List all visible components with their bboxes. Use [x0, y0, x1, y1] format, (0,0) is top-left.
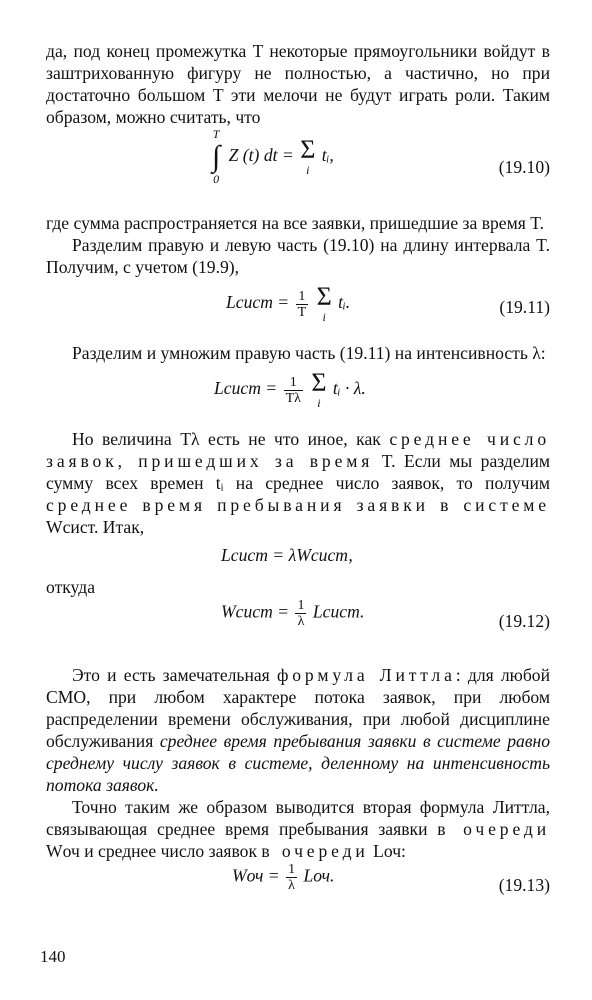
- equation-rhs: tᵢ,: [321, 145, 334, 166]
- spaced-emphasis: среднее число заявок, пришедших за время: [46, 429, 550, 471]
- paragraph: откуда: [46, 577, 96, 597]
- paragraph: Это и есть замечательная формула Литтла: для любой СМО, при любом характере потока заявок, при любом распределении времени обслуживания, при любой дисциплине обслуживания среднее время пребывания заявки в системе равно среднему числу заявок в системе, деленному на интенсивность потока заявок.: [46, 665, 550, 795]
- paragraph: где сумма распространяется на все заявки, пришедшие за время T.: [46, 213, 545, 233]
- paragraph: Но величина Tλ есть не что иное, как среднее число заявок, пришедших за время T. Если мы разделим сумму всех времен tᵢ на среднее число заявок, то получим среднее время пребывания заявки в системе Wсист. Итак,: [46, 429, 550, 537]
- spaced-emphasis: в очереди: [261, 841, 369, 861]
- equation-body: [232, 862, 334, 893]
- sum-sign: Σ i: [311, 368, 327, 410]
- equation-number: (19.10): [498, 157, 550, 177]
- equation-lhs: Wоч =: [232, 865, 280, 886]
- equation-rhs: tᵢ.: [338, 292, 351, 313]
- page-number: 140: [40, 947, 66, 966]
- integral-sign: T ∫ 0: [212, 127, 221, 186]
- sum-sign: Σ i: [316, 282, 332, 324]
- sum-sign: Σ i: [300, 135, 316, 177]
- equation-rhs: tᵢ · λ.: [332, 378, 366, 399]
- equation-body: [212, 128, 334, 186]
- equation-unnumbered-2: [46, 538, 550, 576]
- equation-number: (19.12): [498, 611, 550, 631]
- equation-19-12: [46, 598, 550, 650]
- equation-rhs: Lоч.: [303, 865, 335, 886]
- fraction: $\frac{1}{\lambda}$: [288, 862, 296, 893]
- page-content: [46, 40, 550, 914]
- equation-rhs: Lсист.: [312, 601, 365, 622]
- equation-number: (19.13): [498, 875, 550, 895]
- paragraph: Разделим и умножим правую часть (19.11) на интенсивность λ:: [72, 343, 546, 363]
- equation-unnumbered-1: [46, 370, 550, 422]
- fraction: $\frac{1}{T}$: [297, 288, 307, 320]
- equation-lhs: Lсист =: [214, 378, 278, 399]
- equation-body: [221, 598, 364, 629]
- paragraph: да, под конец промежутка T некоторые прямоугольники войдут в заштрихованную фигуру не полностью, а частично, но при достаточно большом T эти мелочи не будут играть роли. Таким образом, можно считать, что: [46, 41, 550, 127]
- paragraph: Точно таким же образом выводится вторая формула Литтла, связывающая среднее время пребывания заявки в очереди Wоч и среднее число заявок в очереди Lоч:: [46, 797, 550, 861]
- spaced-emphasis: среднее время пребывания заявки в системе: [46, 495, 550, 515]
- fraction: $\frac{1}{\lambda}$: [297, 598, 305, 629]
- fraction: $\frac{1}{T\lambda}$: [285, 374, 301, 406]
- spaced-emphasis: формула Литтла: [276, 665, 456, 685]
- integrand: Z (t) dt =: [228, 145, 294, 166]
- equation-19-13: [46, 862, 550, 914]
- italic-emphasis: среднее время пребывания заявки в системе равно среднему числу заявок в системе, деленному на интенсивность потока заявок.: [46, 731, 550, 795]
- spaced-emphasis: в очереди: [437, 819, 550, 839]
- paragraph: Разделим правую и левую часть (19.10) на длину интервала T. Получим, с учетом (19.9),: [46, 235, 550, 277]
- equation-number: (19.11): [499, 297, 550, 317]
- equation-body: [226, 284, 350, 324]
- equation-lhs: Lсист =: [226, 292, 290, 313]
- equation-body: [214, 370, 366, 410]
- equation-lhs: Wсист =: [221, 601, 290, 622]
- equation-19-10: [46, 128, 550, 212]
- equation-19-11: [46, 284, 550, 336]
- equation-body: Lсист = λWсист,: [221, 545, 353, 565]
